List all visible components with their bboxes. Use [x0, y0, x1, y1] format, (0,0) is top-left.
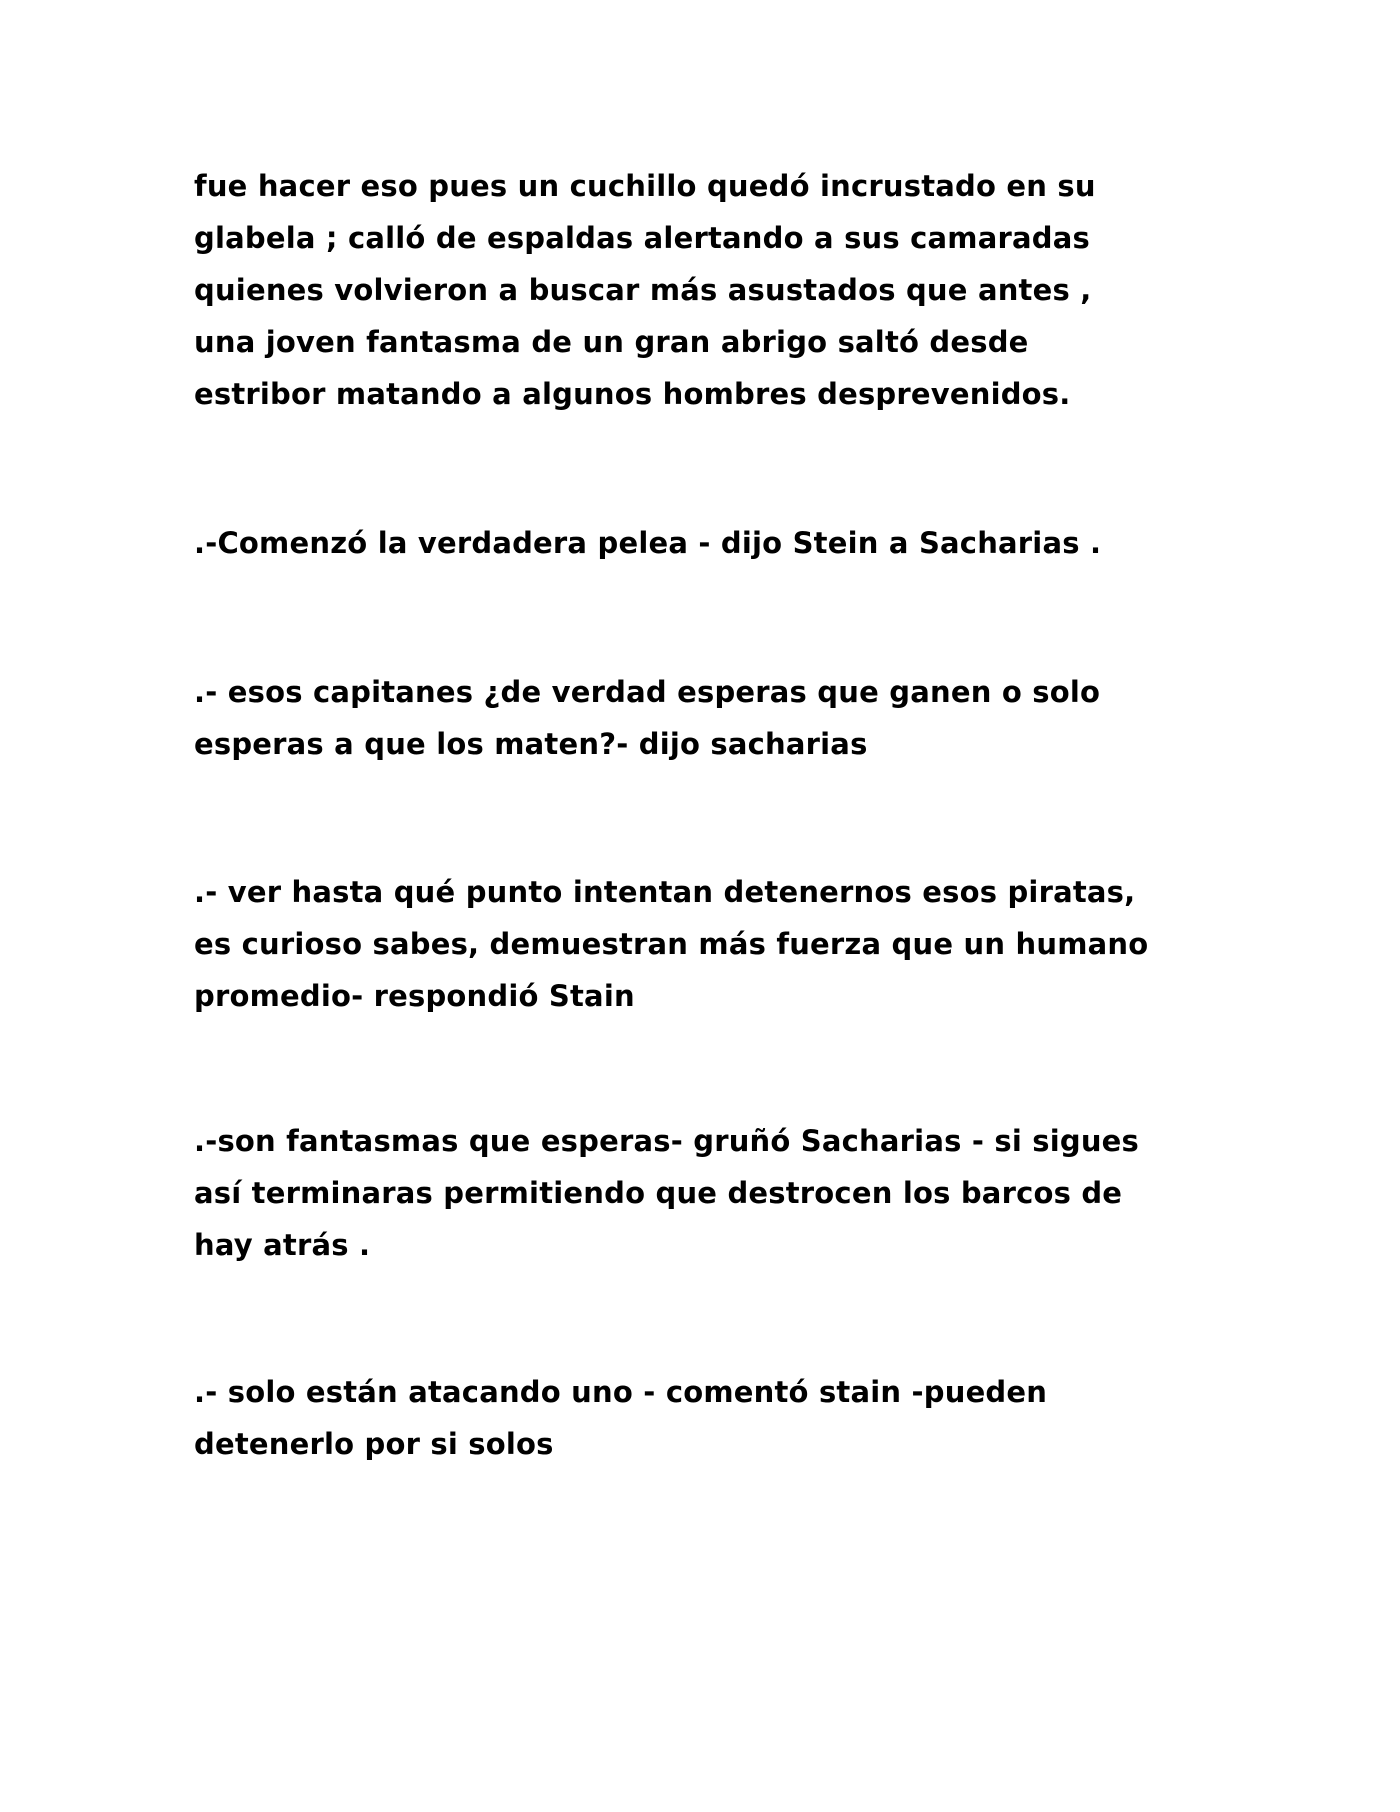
- paragraph-dialogue-stein: [194, 517, 1234, 569]
- text-line: glabela ; calló de espaldas alertando a sus camaradas: [194, 221, 1090, 255]
- text-line: así terminaras permitiendo que destrocen los barcos de: [194, 1176, 1123, 1210]
- paragraph-dialogue-stain-2: [194, 1366, 1234, 1470]
- text-line: .-Comenzó la verdadera pelea - dijo Stein a Sacharias .: [194, 526, 1102, 560]
- paragraph-dialogue-stain: [194, 866, 1234, 1022]
- text-line: fue hacer eso pues un cuchillo quedó incrustado en su: [194, 169, 1096, 203]
- text-line: estribor matando a algunos hombres desprevenidos.: [194, 377, 1071, 411]
- text-line: detenerlo por si solos: [194, 1427, 554, 1461]
- text-line: esperas a que los maten?- dijo sacharias: [194, 727, 868, 761]
- text-line: quienes volvieron a buscar más asustados que antes ,: [194, 273, 1092, 307]
- text-line: .- solo están atacando uno - comentó stain -pueden: [194, 1375, 1048, 1409]
- text-line: promedio- respondió Stain: [194, 979, 635, 1013]
- text-line: es curioso sabes, demuestran más fuerza que un humano: [194, 927, 1149, 961]
- text-line: una joven fantasma de un gran abrigo saltó desde: [194, 325, 1029, 359]
- text-line: .- ver hasta qué punto intentan detenernos esos piratas,: [194, 875, 1136, 909]
- paragraph-narration: [194, 160, 1234, 420]
- text-line: .-son fantasmas que esperas- gruñó Sacharias - si sigues: [194, 1124, 1140, 1158]
- text-line: hay atrás .: [194, 1228, 371, 1262]
- paragraph-dialogue-sacharias-2: [194, 1115, 1234, 1271]
- text-line: .- esos capitanes ¿de verdad esperas que ganen o solo: [194, 675, 1101, 709]
- paragraph-dialogue-sacharias: [194, 666, 1234, 770]
